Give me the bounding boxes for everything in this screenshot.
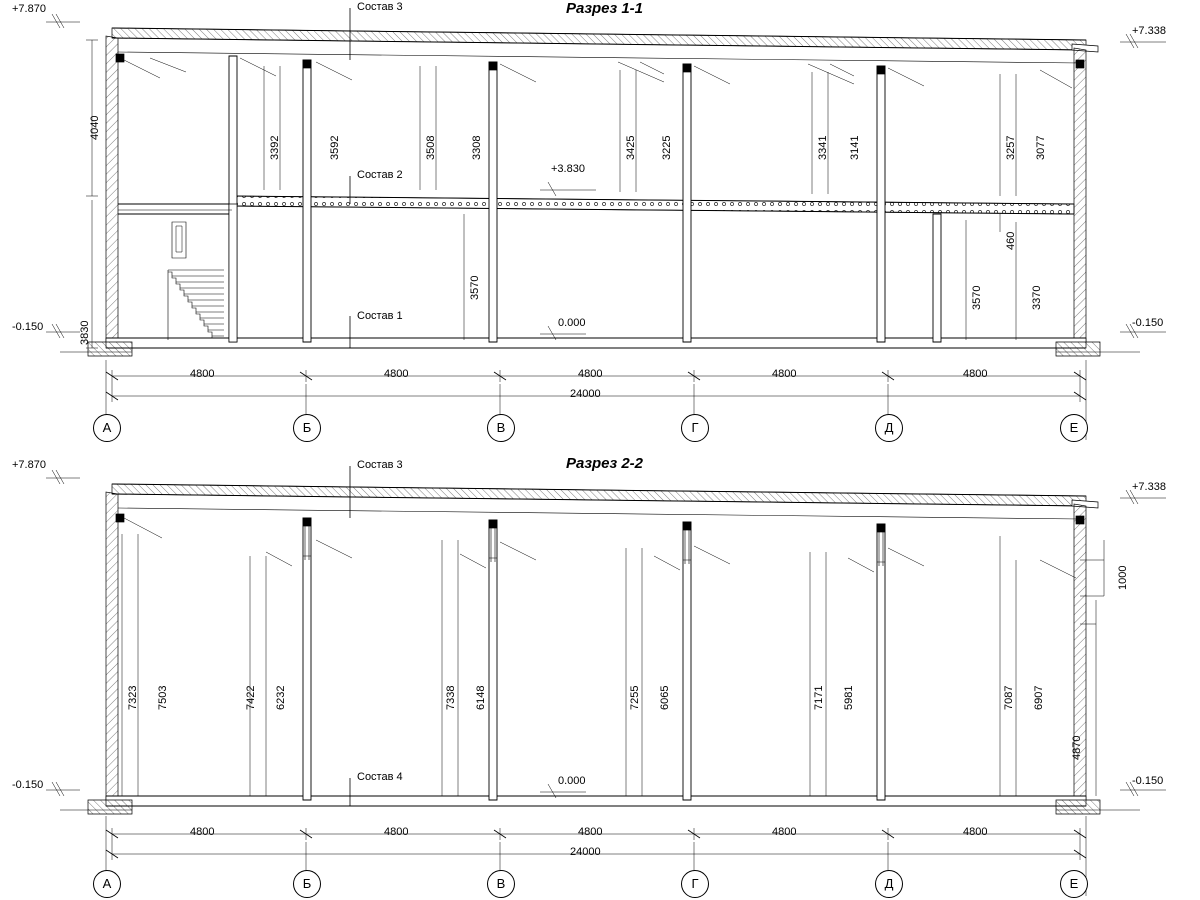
bay-dim-3-s2: 4800 <box>578 826 603 838</box>
grid-label-b-s2: Б <box>293 870 321 898</box>
dim-1000-s2: 1000 <box>1117 565 1129 590</box>
dim-6232: 6232 <box>275 685 287 710</box>
dim-4870-s2: 4870 <box>1071 735 1083 760</box>
section-1-1-title: Разрез 1-1 <box>566 0 644 17</box>
grid-label-g-s1: Г <box>681 414 709 442</box>
bay-dim-1-s1: 4800 <box>190 368 215 380</box>
composition-note-3-s1: Состав 3 <box>357 1 403 13</box>
dim-7087: 7087 <box>1003 685 1015 710</box>
dim-460: 460 <box>1005 231 1017 250</box>
dim-7503: 7503 <box>157 685 169 710</box>
level-mark-floor-s1: 0.000 <box>558 317 586 329</box>
dim-3592: 3592 <box>329 135 341 160</box>
composition-note-2-s1: Состав 2 <box>357 169 403 181</box>
dim-3257: 3257 <box>1005 135 1017 160</box>
dim-7422: 7422 <box>245 685 257 710</box>
level-mark-top-right-s1: +7.338 <box>1132 25 1166 37</box>
dim-7338: 7338 <box>445 685 457 710</box>
bay-dim-2-s1: 4800 <box>384 368 409 380</box>
composition-note-4-s2: Состав 4 <box>357 771 403 783</box>
level-mark-bottom-left-s1: -0.150 <box>12 321 44 333</box>
dim-5981: 5981 <box>843 685 855 710</box>
bay-dim-5-s2: 4800 <box>963 826 988 838</box>
dim-3570-b: 3570 <box>971 285 983 310</box>
dim-3392: 3392 <box>269 135 281 160</box>
level-mark-slab-s1: +3.830 <box>551 163 585 175</box>
section-2-2-title: Разрез 2-2 <box>566 455 644 472</box>
dim-3425: 3425 <box>625 135 637 160</box>
grid-label-b-s1: Б <box>293 414 321 442</box>
dim-3141: 3141 <box>849 135 861 160</box>
grid-label-d-s1: Д <box>875 414 903 442</box>
level-mark-top-left-s1: +7.870 <box>12 3 46 15</box>
bay-dim-4-s1: 4800 <box>772 368 797 380</box>
grid-label-v-s2: В <box>487 870 515 898</box>
grid-label-v-s1: В <box>487 414 515 442</box>
grid-label-a-s1: А <box>93 414 121 442</box>
level-mark-bottom-right-s2: -0.150 <box>1132 775 1164 787</box>
dim-3508: 3508 <box>425 135 437 160</box>
grid-label-d-s2: Д <box>875 870 903 898</box>
dim-7323: 7323 <box>127 685 139 710</box>
left-height-4040-s1: 4040 <box>89 115 101 140</box>
level-mark-bottom-left-s2: -0.150 <box>12 779 44 791</box>
dim-3370: 3370 <box>1031 285 1043 310</box>
bay-dim-1-s2: 4800 <box>190 826 215 838</box>
composition-note-1-s1: Состав 1 <box>357 310 403 322</box>
bay-dim-4-s2: 4800 <box>772 826 797 838</box>
dim-7171: 7171 <box>813 685 825 710</box>
bay-dim-3-s1: 4800 <box>578 368 603 380</box>
dim-3225: 3225 <box>661 135 673 160</box>
grid-label-a-s2: А <box>93 870 121 898</box>
dim-6065: 6065 <box>659 685 671 710</box>
overall-dim-s1: 24000 <box>570 388 601 400</box>
level-mark-top-right-s2: +7.338 <box>1132 481 1166 493</box>
dim-3077: 3077 <box>1035 135 1047 160</box>
dim-3308: 3308 <box>471 135 483 160</box>
dim-3341: 3341 <box>817 135 829 160</box>
level-mark-bottom-right-s1: -0.150 <box>1132 317 1164 329</box>
grid-label-g-s2: Г <box>681 870 709 898</box>
overall-dim-s2: 24000 <box>570 846 601 858</box>
dim-6148: 6148 <box>475 685 487 710</box>
level-mark-floor-s2: 0.000 <box>558 775 586 787</box>
bay-dim-5-s1: 4800 <box>963 368 988 380</box>
level-mark-top-left-s2: +7.870 <box>12 459 46 471</box>
dim-7255: 7255 <box>629 685 641 710</box>
bay-dim-2-s2: 4800 <box>384 826 409 838</box>
dim-6907: 6907 <box>1033 685 1045 710</box>
grid-label-e-s2: Е <box>1060 870 1088 898</box>
dim-3570-a: 3570 <box>469 275 481 300</box>
grid-label-e-s1: Е <box>1060 414 1088 442</box>
left-height-3830-s1: 3830 <box>79 320 91 345</box>
composition-note-3-s2: Состав 3 <box>357 459 403 471</box>
